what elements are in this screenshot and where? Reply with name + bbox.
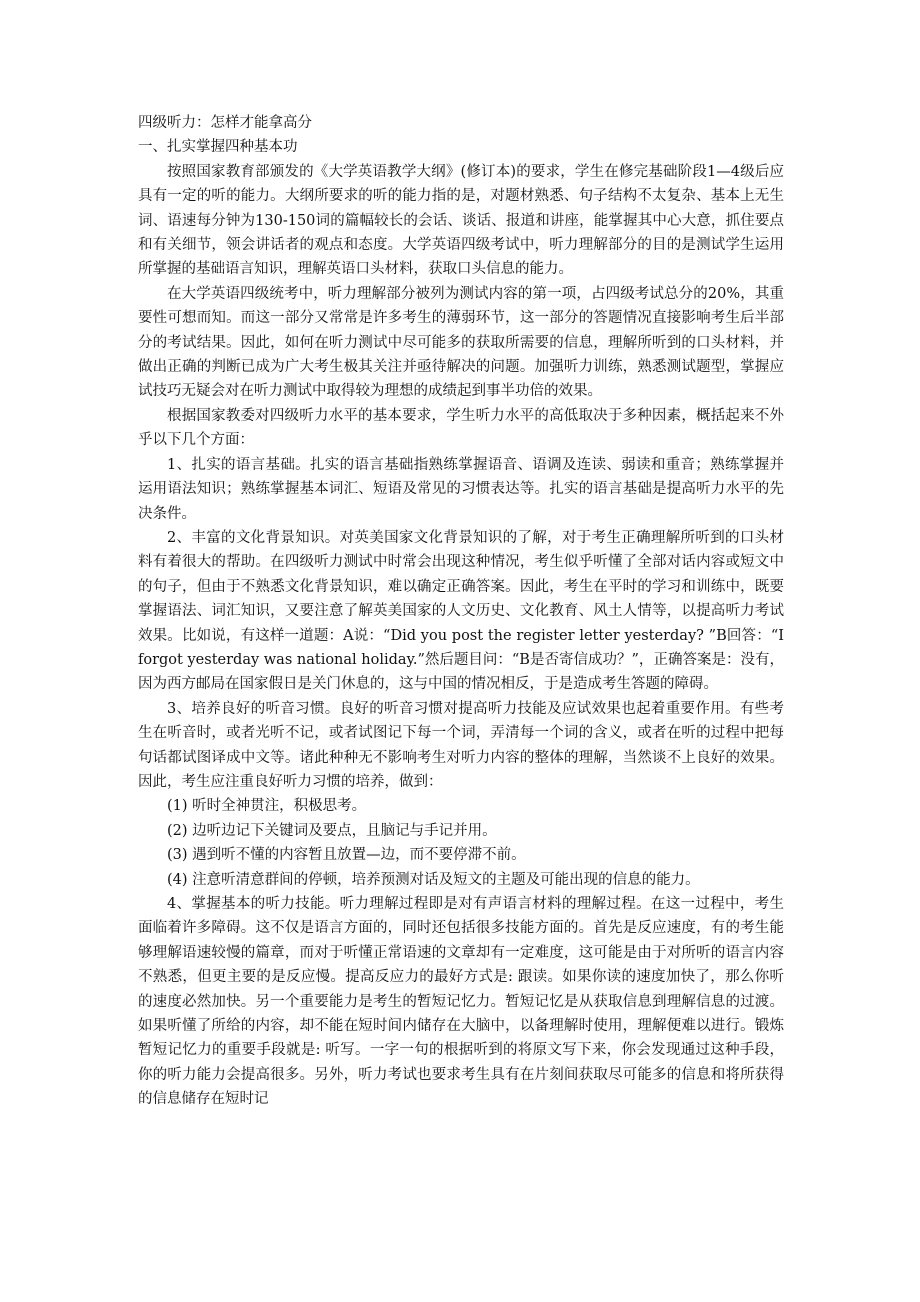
paragraph-language-foundation: 1、扎实的语言基础。扎实的语言基础指熟练掌握语音、语调及连读、弱读和重音；熟练掌握并运用语法知识；熟练掌握基本词汇、短语及常见的习惯表达等。扎实的语言基础是提高听力水平的先决条件。: [138, 456, 784, 522]
paragraph-factors-intro: 根据国家教委对四级听力水平的基本要求，学生听力水平的高低取决于多种因素，概括起来不外乎以下几个方面：: [138, 407, 784, 449]
habit-list-item: (1) 听时全神贯注，积极思考。: [167, 798, 367, 815]
section-heading: 一、扎实掌握四种基本功: [138, 139, 298, 156]
paragraph-importance: 在大学英语四级统考中，听力理解部分被列为测试内容的第一项，占四级考试总分的20%，其重要性可想而知。而这一部分又常常是许多考生的薄弱环节，这一部分的答题情况直接影响考生后半部分的考试结果。因此，如何在听力测试中尽可能多的获取所需要的信息，理解所听到的口头材料，并做出正确的判断已成为广大考生极其关注并亟待解决的问题。加强听力训练，熟悉测试题型，掌握应试技巧无疑会对在听力测试中取得较为理想的成绩起到事半功倍的效果。: [138, 285, 784, 400]
habit-list-item: (4) 注意听清意群间的停顿，培养预测对话及短文的主题及可能出现的信息的能力。: [167, 871, 700, 888]
paragraph-cultural-background: 2、丰富的文化背景知识。对英美国家文化背景知识的了解，对于考生正确理解所听到的口头材料有着很大的帮助。在四级听力测试中时常会出现这种情况，考生似乎听懂了全部对话内容或短文中的句子，但由于不熟悉文化背景知识，难以确定正确答案。因此，考生在平时的学习和训练中，既要掌握语法、词汇知识，又要注意了解英美国家的人文历史、文化教育、风土人情等，以提高听力考试效果。比如说，有这样一道题：A说：“Did you post the register letter yesterday? ”B回答：“I forgot yesterday was national holiday.”然后题目问：“B是否寄信成功？”，正确答案是：没有，因为西方邮局在国家假日是关门休息的，这与中国的情况相反，于是造成考生答题的障碍。: [138, 529, 784, 693]
habit-list-item: (3) 遇到听不懂的内容暂且放置—边，而不要停滞不前。: [167, 847, 526, 864]
paragraph-syllabus: 按照国家教育部颁发的《大学英语教学大纲》(修订本)的要求，学生在修完基础阶段1—4级后应具有一定的听的能力。大纲所要求的听的能力指的是，对题材熟悉、句子结构不太复杂、基本上无生词、语速每分钟为130-150词的篇幅较长的会话、谈话、报道和讲座，能掌握其中心大意，抓住要点和有关细节，领会讲话者的观点和态度。大学英语四级考试中，听力理解部分的目的是测试学生运用所掌握的基础语言知识，理解英语口头材料，获取口头信息的能力。: [138, 163, 784, 278]
habit-list-item: (2) 边听边记下关键词及要点，且脑记与手记并用。: [167, 822, 497, 839]
document-page: [138, 111, 784, 1112]
paragraph-listening-habits: 3、培养良好的听音习惯。良好的听音习惯对提高听力技能及应试效果也起着重要作用。有些考生在听音时，或者光听不记，或者试图记下每一个词，弄清每一个词的含义，或者在听的过程中把每句话都试图译成中文等。诸此种种无不影响考生对听力内容的整体的理解，当然谈不上良好的效果。因此，考生应注重良好听力习惯的培养，做到：: [138, 700, 784, 790]
paragraph-listening-skills: 4、掌握基本的听力技能。听力理解过程即是对有声语言材料的理解过程。在这一过程中，考生面临着许多障碍。这不仅是语言方面的，同时还包括很多技能方面的。首先是反应速度，有的考生能够理解语速较慢的篇章，而对于听懂正常语速的文章却有一定难度，这可能是由于对所听的语言内容不熟悉，但更主要的是反应慢。提高反应力的最好方式是: 跟读。如果你读的速度加快了，那么你听的速度必然加快。另一个重要能力是考生的暂短记忆力。暂短记忆是从获取信息到理解信息的过渡。如果听懂了所给的内容，却不能在短时间内储存在大脑中，以备理解时使用，理解便难以进行。锻炼暂短记忆力的重要手段就是: 听写。一字一句的根据听到的将原文写下来，你会发现通过这种手段，你的听力能力会提高很多。另外，听力考试也要求考生具有在片刻间获取尽可能多的信息和将所获得的信息储存在短时记: [138, 896, 784, 1108]
document-title: 四级听力：怎样才能拿高分: [138, 115, 312, 131]
